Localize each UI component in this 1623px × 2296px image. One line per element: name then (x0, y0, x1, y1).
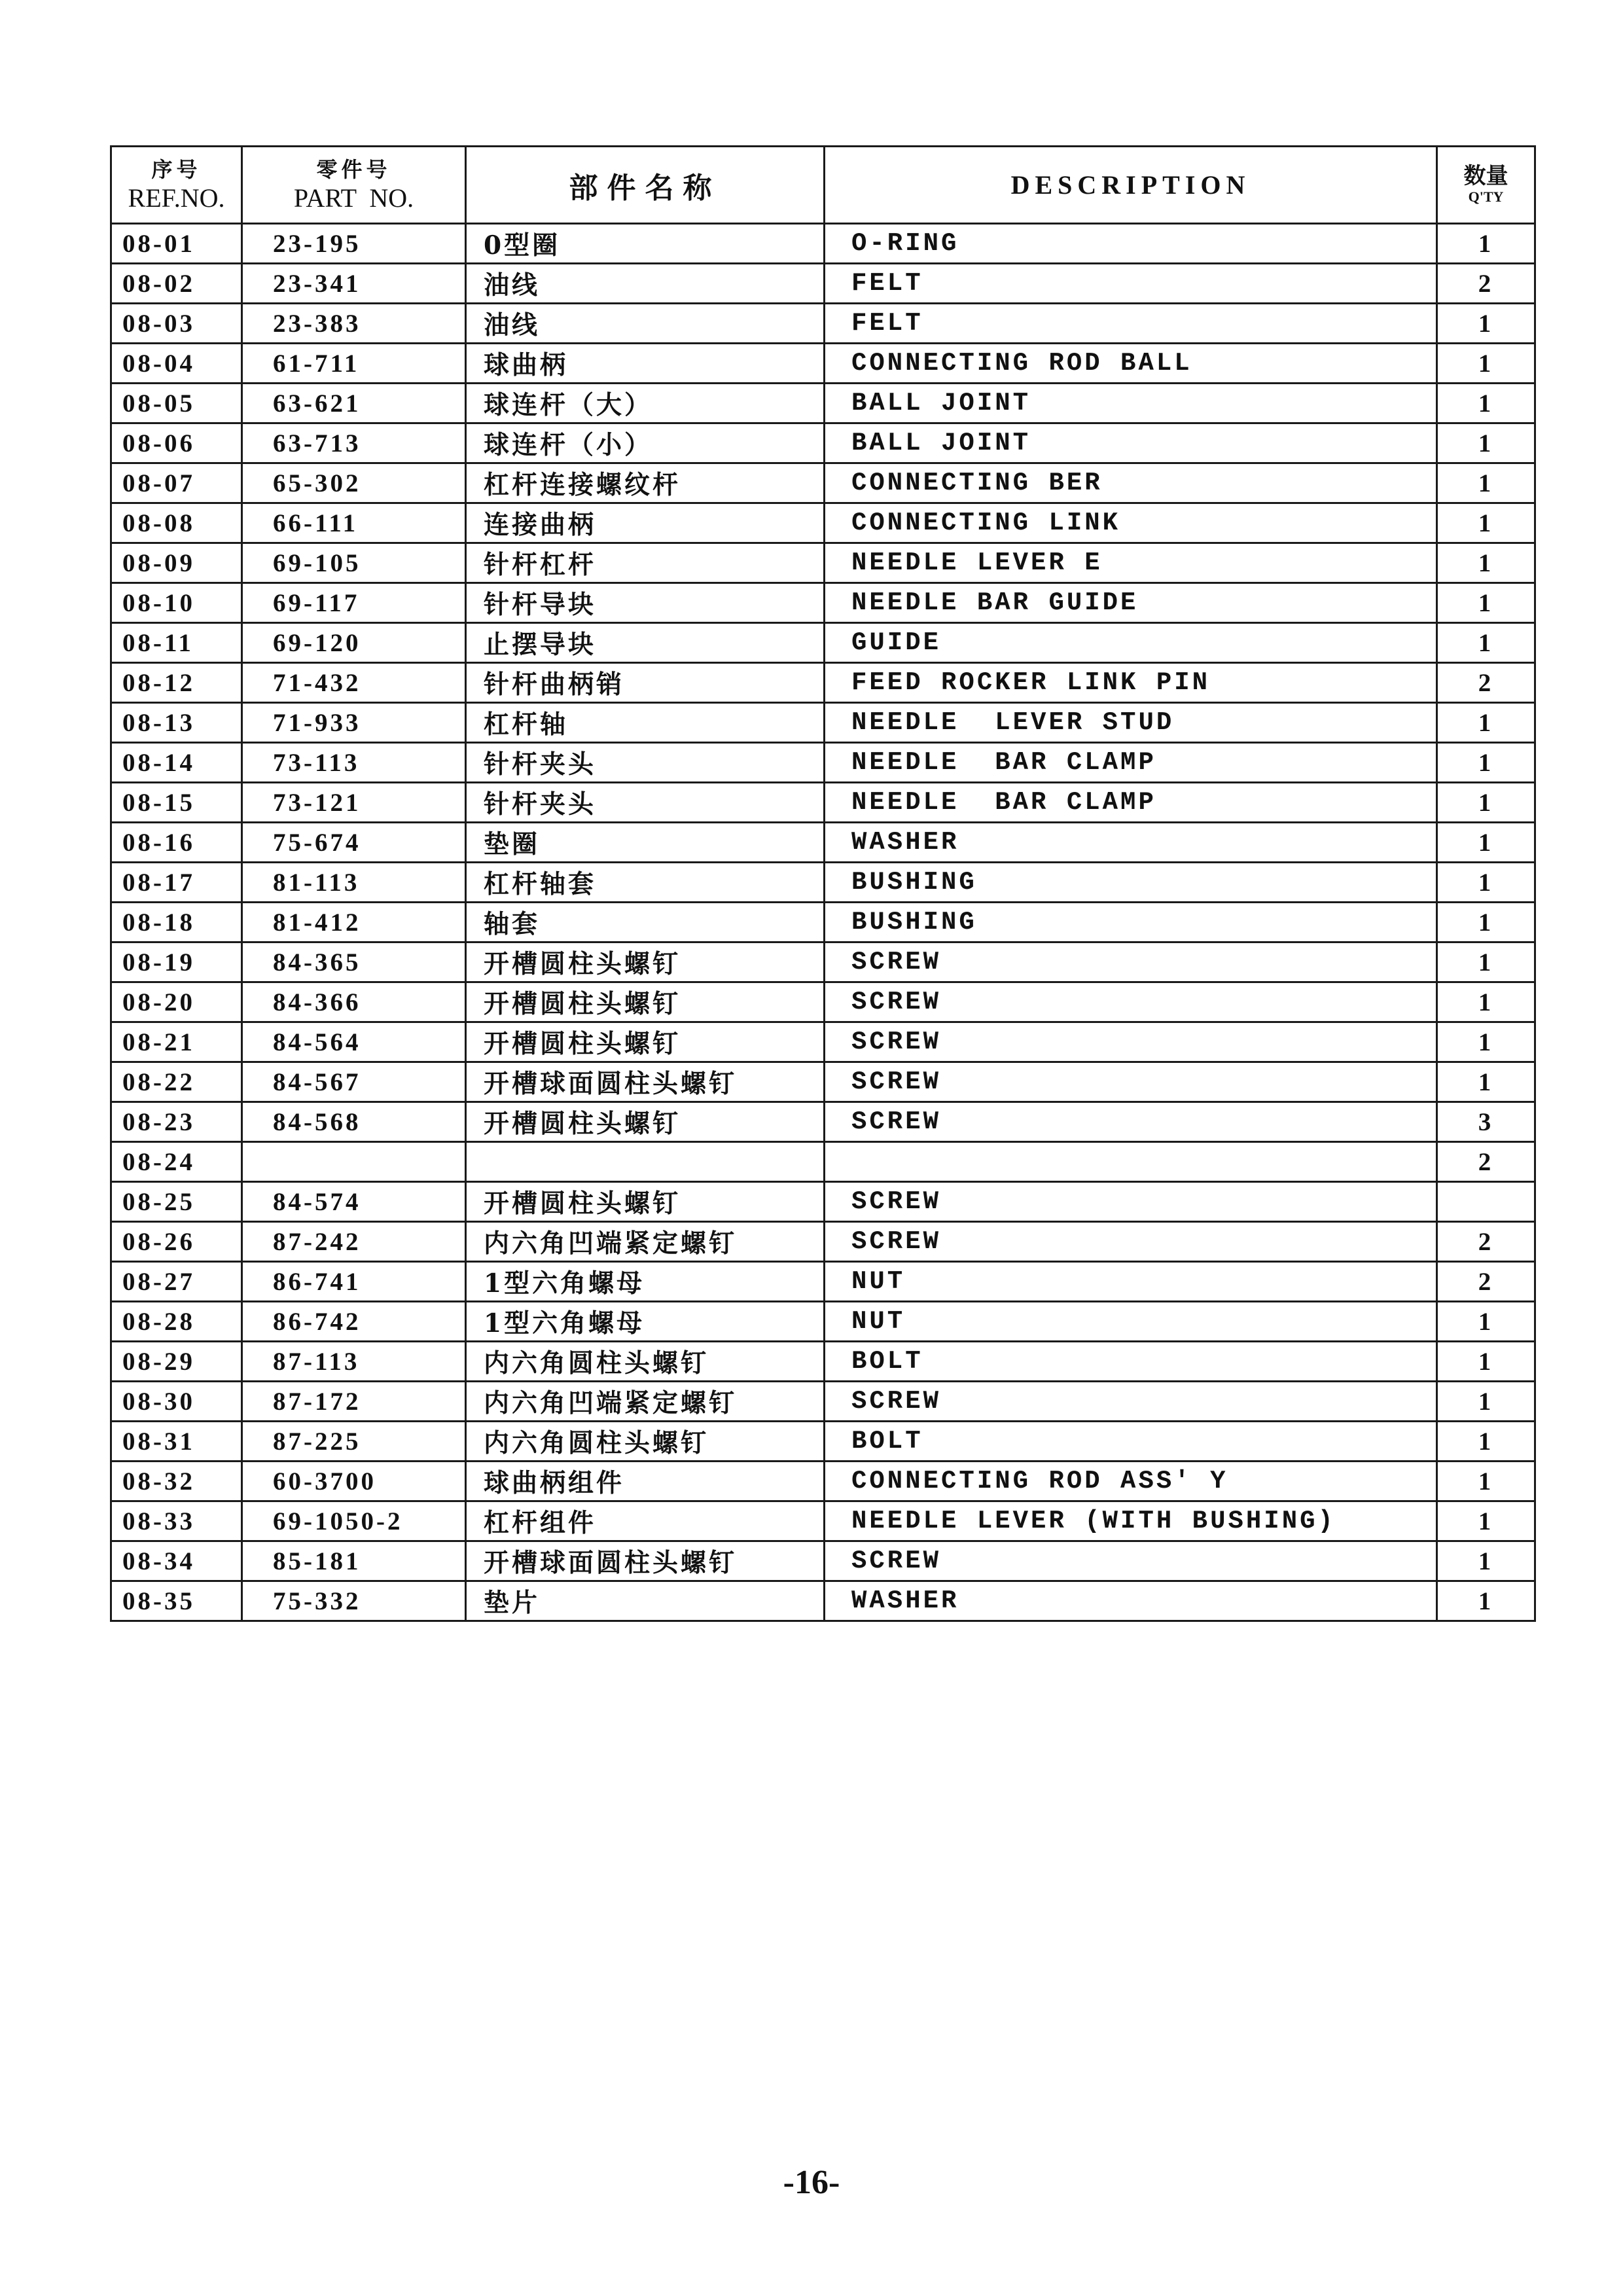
ref-no-cell: 08-24 (111, 1142, 242, 1182)
part-name-zh-cell: 开槽圆柱头螺钉 (466, 942, 825, 982)
description-cell: BOLT (825, 1342, 1437, 1382)
part-name-zh-cell: 开槽圆柱头螺钉 (466, 1102, 825, 1142)
part-no-cell: 87-225 (242, 1422, 466, 1462)
part-no-cell: 87-242 (242, 1222, 466, 1262)
ref-no-cell: 08-09 (111, 543, 242, 583)
part-name-zh-cell: 球曲柄组件 (466, 1462, 825, 1501)
part-no-cell: 63-621 (242, 384, 466, 423)
part-name-zh-cell: 球连杆（小） (466, 423, 825, 463)
qty-cell: 2 (1437, 1262, 1535, 1302)
table-row (111, 1581, 1535, 1621)
qty-cell: 1 (1437, 344, 1535, 384)
description-cell: FELT (825, 264, 1437, 304)
part-no-cell: 87-172 (242, 1382, 466, 1422)
table-row (111, 1501, 1535, 1541)
qty-cell: 1 (1437, 463, 1535, 503)
description-cell: NEEDLE BAR CLAMP (825, 783, 1437, 823)
table-row (111, 543, 1535, 583)
table-row (111, 224, 1535, 264)
ref-no-cell: 08-32 (111, 1462, 242, 1501)
table-row (111, 1182, 1535, 1222)
ref-no-cell: 08-29 (111, 1342, 242, 1382)
description-cell: BALL JOINT (825, 384, 1437, 423)
table-row (111, 903, 1535, 942)
part-name-zh-cell: 连接曲柄 (466, 503, 825, 543)
table-row (111, 423, 1535, 463)
ref-no-cell: 08-13 (111, 703, 242, 743)
header-description (825, 147, 1437, 224)
ref-no-cell: 08-26 (111, 1222, 242, 1262)
part-no-cell: 69-105 (242, 543, 466, 583)
ref-no-cell: 08-21 (111, 1022, 242, 1062)
table-row (111, 503, 1535, 543)
part-no-cell: 23-341 (242, 264, 466, 304)
description-cell: SCREW (825, 1182, 1437, 1222)
ref-no-cell: 08-16 (111, 823, 242, 863)
qty-cell: 1 (1437, 423, 1535, 463)
qty-cell: 1 (1437, 623, 1535, 663)
ref-no-cell: 08-03 (111, 304, 242, 344)
header-part (242, 147, 466, 224)
description-cell: NUT (825, 1262, 1437, 1302)
part-name-zh-cell: 球曲柄 (466, 344, 825, 384)
part-name-zh-cell: 杠杆轴 (466, 703, 825, 743)
ref-no-cell: 08-19 (111, 942, 242, 982)
table-row (111, 1302, 1535, 1342)
table-row (111, 1222, 1535, 1262)
qty-cell: 1 (1437, 224, 1535, 264)
description-cell: SCREW (825, 1222, 1437, 1262)
part-name-zh-cell: 针杆夹头 (466, 743, 825, 783)
qty-cell: 1 (1437, 543, 1535, 583)
part-name-zh-cell: 轴套 (466, 903, 825, 942)
part-no-cell: 81-412 (242, 903, 466, 942)
qty-cell: 2 (1437, 264, 1535, 304)
part-no-cell: 84-574 (242, 1182, 466, 1222)
ref-no-cell: 08-28 (111, 1302, 242, 1342)
qty-cell: 2 (1437, 1142, 1535, 1182)
header-desc-en: DESCRIPTION (1010, 170, 1251, 200)
header-part-en: PART NO. (293, 183, 414, 213)
description-cell: FEED ROCKER LINK PIN (825, 663, 1437, 703)
table-row (111, 304, 1535, 344)
header-name-zh: 部件名称 (569, 171, 721, 204)
table-row (111, 863, 1535, 903)
part-no-cell: 69-1050-2 (242, 1501, 466, 1541)
ref-no-cell: 08-02 (111, 264, 242, 304)
part-name-zh-cell: 1型六角螺母 (466, 1302, 825, 1342)
description-cell: CONNECTING LINK (825, 503, 1437, 543)
description-cell: BUSHING (825, 863, 1437, 903)
part-name-zh-cell: 油线 (466, 264, 825, 304)
description-cell: SCREW (825, 1022, 1437, 1062)
table-row (111, 1541, 1535, 1581)
ref-no-cell: 08-04 (111, 344, 242, 384)
table-row (111, 1062, 1535, 1102)
table-row (111, 703, 1535, 743)
part-no-cell: 61-711 (242, 344, 466, 384)
table-row (111, 344, 1535, 384)
ref-no-cell: 08-20 (111, 982, 242, 1022)
part-no-cell: 63-713 (242, 423, 466, 463)
description-cell (825, 1142, 1437, 1182)
qty-cell: 2 (1437, 663, 1535, 703)
part-name-zh-cell: 球连杆（大） (466, 384, 825, 423)
part-name-zh-cell: 针杆导块 (466, 583, 825, 623)
description-cell: SCREW (825, 982, 1437, 1022)
part-name-zh-cell: 内六角凹端紧定螺钉 (466, 1382, 825, 1422)
part-name-zh-cell: 开槽圆柱头螺钉 (466, 1182, 825, 1222)
description-cell: NEEDLE LEVER STUD (825, 703, 1437, 743)
part-no-cell: 69-120 (242, 623, 466, 663)
part-name-zh-cell: 针杆夹头 (466, 783, 825, 823)
part-name-zh-cell: 止摆导块 (466, 623, 825, 663)
part-no-cell: 75-674 (242, 823, 466, 863)
qty-cell: 1 (1437, 783, 1535, 823)
qty-cell: 1 (1437, 1342, 1535, 1382)
description-cell: SCREW (825, 1102, 1437, 1142)
qty-cell: 1 (1437, 1501, 1535, 1541)
qty-cell (1437, 1182, 1535, 1222)
ref-no-cell: 08-11 (111, 623, 242, 663)
header-qty-zh: 数量 (1463, 164, 1508, 188)
qty-cell: 1 (1437, 823, 1535, 863)
description-cell: SCREW (825, 942, 1437, 982)
table-row (111, 982, 1535, 1022)
part-no-cell: 84-567 (242, 1062, 466, 1102)
part-no-cell: 75-332 (242, 1581, 466, 1621)
qty-cell: 1 (1437, 384, 1535, 423)
part-no-cell: 23-383 (242, 304, 466, 344)
ref-no-cell: 08-10 (111, 583, 242, 623)
part-name-zh-cell: 开槽球面圆柱头螺钉 (466, 1062, 825, 1102)
description-cell: SCREW (825, 1062, 1437, 1102)
ref-no-cell: 08-33 (111, 1501, 242, 1541)
qty-cell: 1 (1437, 1581, 1535, 1621)
table-row (111, 1342, 1535, 1382)
description-cell: NEEDLE LEVER (WITH BUSHING) (825, 1501, 1437, 1541)
header-ref-en: REF.NO. (128, 183, 225, 213)
description-cell: GUIDE (825, 623, 1437, 663)
part-name-zh-cell: 杠杆组件 (466, 1501, 825, 1541)
ref-no-cell: 08-14 (111, 743, 242, 783)
table-row (111, 823, 1535, 863)
part-name-zh-cell: 针杆杠杆 (466, 543, 825, 583)
table-body (111, 224, 1535, 1621)
ref-no-cell: 08-27 (111, 1262, 242, 1302)
table-row (111, 1382, 1535, 1422)
description-cell: WASHER (825, 1581, 1437, 1621)
part-no-cell: 85-181 (242, 1541, 466, 1581)
qty-cell: 1 (1437, 1541, 1535, 1581)
qty-cell: 1 (1437, 1422, 1535, 1462)
ref-no-cell: 08-18 (111, 903, 242, 942)
qty-cell: 1 (1437, 982, 1535, 1022)
ref-no-cell: 08-07 (111, 463, 242, 503)
table-row (111, 1022, 1535, 1062)
ref-no-cell: 08-34 (111, 1541, 242, 1581)
table-row (111, 1462, 1535, 1501)
table-row (111, 1102, 1535, 1142)
description-cell: SCREW (825, 1382, 1437, 1422)
header-row (111, 147, 1535, 224)
qty-cell: 2 (1437, 1222, 1535, 1262)
description-cell: NUT (825, 1302, 1437, 1342)
ref-no-cell: 08-22 (111, 1062, 242, 1102)
ref-no-cell: 08-15 (111, 783, 242, 823)
ref-no-cell: 08-30 (111, 1382, 242, 1422)
part-name-zh-cell: 杠杆连接螺纹杆 (466, 463, 825, 503)
table-row (111, 743, 1535, 783)
table-row (111, 942, 1535, 982)
ref-no-cell: 08-01 (111, 224, 242, 264)
part-no-cell: 71-432 (242, 663, 466, 703)
table-row (111, 1422, 1535, 1462)
table-row (111, 384, 1535, 423)
table-row (111, 1262, 1535, 1302)
table-row (111, 783, 1535, 823)
part-no-cell: 84-568 (242, 1102, 466, 1142)
qty-cell: 1 (1437, 1062, 1535, 1102)
ref-no-cell: 08-31 (111, 1422, 242, 1462)
header-part-zh: 零件号 (316, 157, 391, 181)
description-cell: CONNECTING BER (825, 463, 1437, 503)
part-name-zh-cell: 内六角圆柱头螺钉 (466, 1422, 825, 1462)
part-no-cell: 66-111 (242, 503, 466, 543)
table-row (111, 264, 1535, 304)
ref-no-cell: 08-06 (111, 423, 242, 463)
part-name-zh-cell: 内六角凹端紧定螺钉 (466, 1222, 825, 1262)
table-row (111, 663, 1535, 703)
description-cell: FELT (825, 304, 1437, 344)
part-no-cell: 69-117 (242, 583, 466, 623)
ref-no-cell: 08-08 (111, 503, 242, 543)
qty-cell: 1 (1437, 743, 1535, 783)
description-cell: NEEDLE LEVER E (825, 543, 1437, 583)
description-cell: CONNECTING ROD BALL (825, 344, 1437, 384)
header-qty (1437, 147, 1535, 224)
qty-cell: 1 (1437, 1382, 1535, 1422)
part-name-zh-cell (466, 1142, 825, 1182)
description-cell: O-RING (825, 224, 1437, 264)
qty-cell: 1 (1437, 903, 1535, 942)
header-ref-zh: 序号 (151, 157, 202, 181)
description-cell: CONNECTING ROD ASS' Y (825, 1462, 1437, 1501)
part-name-zh-cell: 垫圈 (466, 823, 825, 863)
ref-no-cell: 08-23 (111, 1102, 242, 1142)
part-no-cell: 60-3700 (242, 1462, 466, 1501)
part-name-zh-cell: 0型圈 (466, 224, 825, 264)
header-qty-en: Q'TY (1468, 188, 1504, 205)
qty-cell: 1 (1437, 304, 1535, 344)
part-name-zh-cell: 针杆曲柄销 (466, 663, 825, 703)
part-no-cell: 86-741 (242, 1262, 466, 1302)
qty-cell: 1 (1437, 583, 1535, 623)
table-row (111, 463, 1535, 503)
description-cell: BUSHING (825, 903, 1437, 942)
part-name-zh-cell: 垫片 (466, 1581, 825, 1621)
part-no-cell: 86-742 (242, 1302, 466, 1342)
part-no-cell: 81-113 (242, 863, 466, 903)
ref-no-cell: 08-05 (111, 384, 242, 423)
qty-cell: 3 (1437, 1102, 1535, 1142)
qty-cell: 1 (1437, 703, 1535, 743)
qty-cell: 1 (1437, 1022, 1535, 1062)
table-row (111, 623, 1535, 663)
part-no-cell: 71-933 (242, 703, 466, 743)
qty-cell: 1 (1437, 1302, 1535, 1342)
description-cell: WASHER (825, 823, 1437, 863)
description-cell: NEEDLE BAR GUIDE (825, 583, 1437, 623)
qty-cell: 1 (1437, 503, 1535, 543)
description-cell: SCREW (825, 1541, 1437, 1581)
part-no-cell: 73-113 (242, 743, 466, 783)
part-no-cell: 65-302 (242, 463, 466, 503)
qty-cell: 1 (1437, 1462, 1535, 1501)
ref-no-cell: 08-35 (111, 1581, 242, 1621)
ref-no-cell: 08-12 (111, 663, 242, 703)
ref-no-cell: 08-25 (111, 1182, 242, 1222)
part-no-cell (242, 1142, 466, 1182)
part-name-zh-cell: 开槽圆柱头螺钉 (466, 982, 825, 1022)
description-cell: BOLT (825, 1422, 1437, 1462)
table-row (111, 583, 1535, 623)
part-name-zh-cell: 杠杆轴套 (466, 863, 825, 903)
header-name (466, 147, 825, 224)
part-name-zh-cell: 1型六角螺母 (466, 1262, 825, 1302)
part-no-cell: 23-195 (242, 224, 466, 264)
ref-no-cell: 08-17 (111, 863, 242, 903)
qty-cell: 1 (1437, 863, 1535, 903)
part-name-zh-cell: 内六角圆柱头螺钉 (466, 1342, 825, 1382)
parts-list-table (110, 145, 1536, 1622)
part-name-zh-cell: 开槽球面圆柱头螺钉 (466, 1541, 825, 1581)
description-cell: BALL JOINT (825, 423, 1437, 463)
part-no-cell: 84-366 (242, 982, 466, 1022)
page-number: -16- (783, 2164, 840, 2201)
table-header (111, 147, 1535, 224)
table-row (111, 1142, 1535, 1182)
qty-cell: 1 (1437, 942, 1535, 982)
part-no-cell: 73-121 (242, 783, 466, 823)
part-no-cell: 87-113 (242, 1342, 466, 1382)
part-name-zh-cell: 油线 (466, 304, 825, 344)
part-name-zh-cell: 开槽圆柱头螺钉 (466, 1022, 825, 1062)
header-ref (111, 147, 242, 224)
part-no-cell: 84-365 (242, 942, 466, 982)
part-no-cell: 84-564 (242, 1022, 466, 1062)
description-cell: NEEDLE BAR CLAMP (825, 743, 1437, 783)
